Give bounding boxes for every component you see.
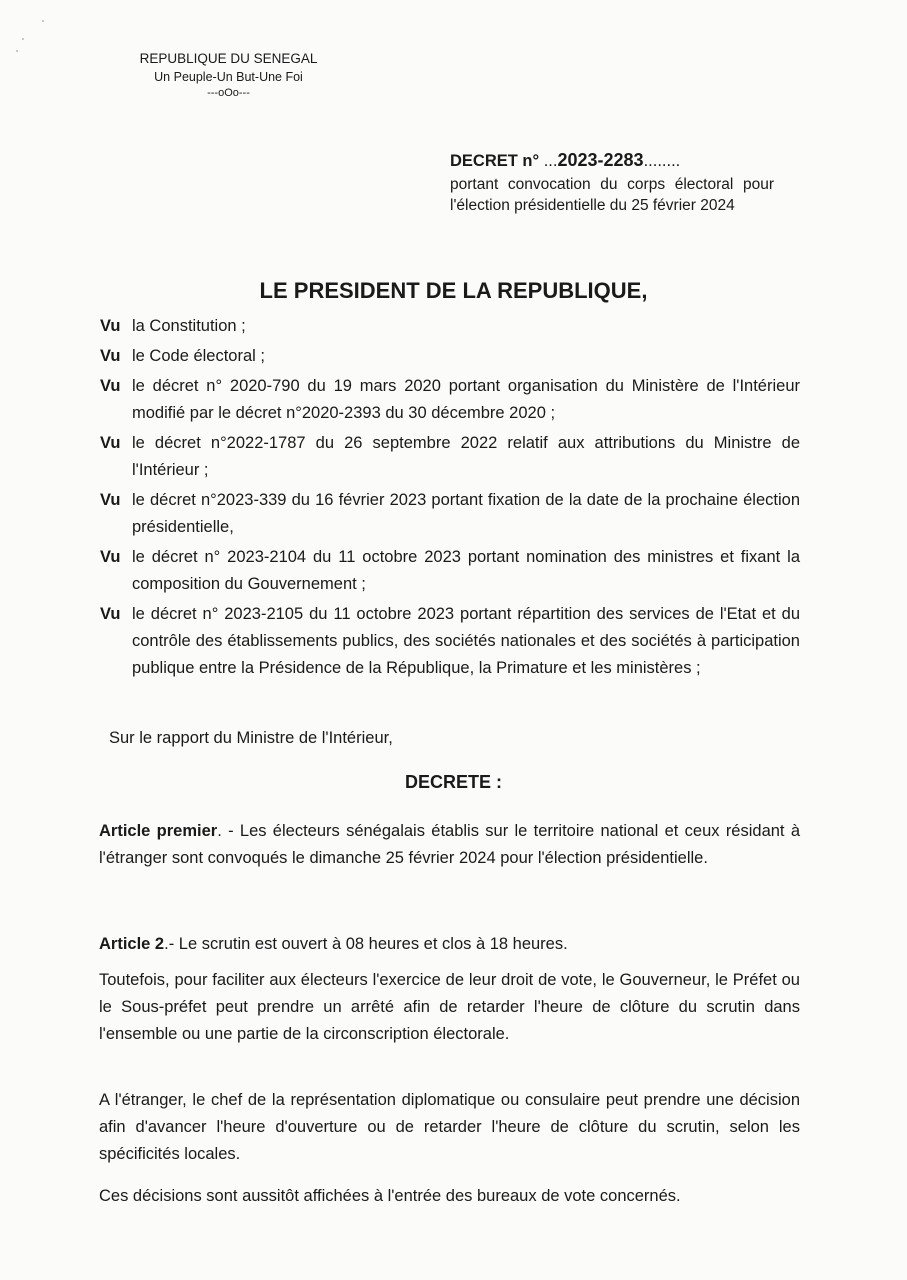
letterhead-separator: ---oOo--- <box>207 87 250 99</box>
article-2-paragraph: A l'étranger, le chef de la représentation diplomatique ou consulaire peut prendre une décision afin d'avancer l'heure d'ouverture ou de retarder l'heure de clôture du scrutin, selon les spécificités locales. <box>99 1091 800 1163</box>
visa-item <box>100 373 800 427</box>
visa-text: le décret n° 2023-2104 du 11 octobre 2023 portant nomination des ministres et fixant la composition du Gouvernement ; <box>132 548 800 593</box>
visa-keyword: Vu <box>100 377 121 395</box>
article-label: Article premier <box>99 822 218 840</box>
visa-item <box>100 430 800 484</box>
visa-text: le décret n° 2023-2105 du 11 octobre 2023 portant répartition des services de l'Etat et du contrôle des établissements publics, des sociétés nationales et des sociétés à participation publique entre la Présidence de la République, la Primature et les ministères ; <box>132 605 800 677</box>
visa-keyword: Vu <box>100 548 121 566</box>
scan-speck <box>42 20 44 22</box>
article-2 <box>99 931 800 958</box>
decree-dots-before: ... <box>543 152 558 170</box>
visa-text: le Code électoral ; <box>132 347 265 365</box>
decree-subject: portant convocation du corps électoral pour l'élection présidentielle du 25 février 2024 <box>450 176 774 214</box>
visa-item <box>100 487 800 541</box>
president-title: LE PRESIDENT DE LA REPUBLIQUE, <box>259 278 648 303</box>
article-text: .- Le scrutin est ouvert à 08 heures et clos à 18 heures. <box>164 935 568 953</box>
visa-keyword: Vu <box>100 317 121 335</box>
article-2-paragraph: Ces décisions sont aussitôt affichées à l'entrée des bureaux de vote concernés. <box>99 1187 681 1205</box>
visa-text: le décret n° 2020-790 du 19 mars 2020 portant organisation du Ministère de l'Intérieur modifié par le décret n°2020-2393 du 30 décembre 2020 ; <box>132 377 800 422</box>
visa-keyword: Vu <box>100 605 121 623</box>
visa-item <box>100 601 800 682</box>
scan-speck <box>16 50 18 52</box>
decree-number-line <box>450 150 774 172</box>
decree-dots-after: ........ <box>643 152 681 170</box>
national-motto: Un Peuple-Un But-Une Foi <box>154 70 303 84</box>
rapport-line: Sur le rapport du Ministre de l'Intérieur, <box>109 729 393 747</box>
decrete-heading: DECRETE : <box>404 772 502 792</box>
visa-list <box>100 313 800 685</box>
letterhead <box>136 50 321 100</box>
visa-keyword: Vu <box>100 347 121 365</box>
article-premier <box>99 818 800 872</box>
decree-reference <box>450 150 774 216</box>
article-2-paragraph: Toutefois, pour faciliter aux électeurs l'exercice de leur droit de vote, le Gouverneur, le Préfet ou le Sous-préfet peut prendre un arrêté afin de retarder l'heure de clôture du scrutin dans l'ensemble ou une partie de la circonscription électorale. <box>99 971 800 1043</box>
visa-text: la Constitution ; <box>132 317 246 335</box>
article-label: Article 2 <box>99 935 165 953</box>
article-text: . - Les électeurs sénégalais établis sur le territoire national et ceux résidant à l'étranger sont convoqués le dimanche 25 février 2024 pour l'élection présidentielle. <box>99 822 800 867</box>
visa-keyword: Vu <box>100 491 121 509</box>
country-name: REPUBLIQUE DU SENEGAL <box>139 51 318 66</box>
decree-prefix: DECRET n° <box>450 152 540 170</box>
visa-item <box>100 313 800 340</box>
decree-number: 2023-2283 <box>557 150 644 170</box>
visa-item <box>100 343 800 370</box>
visa-item <box>100 544 800 598</box>
scan-speck <box>22 38 24 40</box>
visa-text: le décret n°2022-1787 du 26 septembre 2022 relatif aux attributions du Ministre de l'Intérieur ; <box>132 434 800 479</box>
visa-keyword: Vu <box>100 434 121 452</box>
visa-text: le décret n°2023-339 du 16 février 2023 portant fixation de la date de la prochaine élection présidentielle, <box>132 491 800 536</box>
